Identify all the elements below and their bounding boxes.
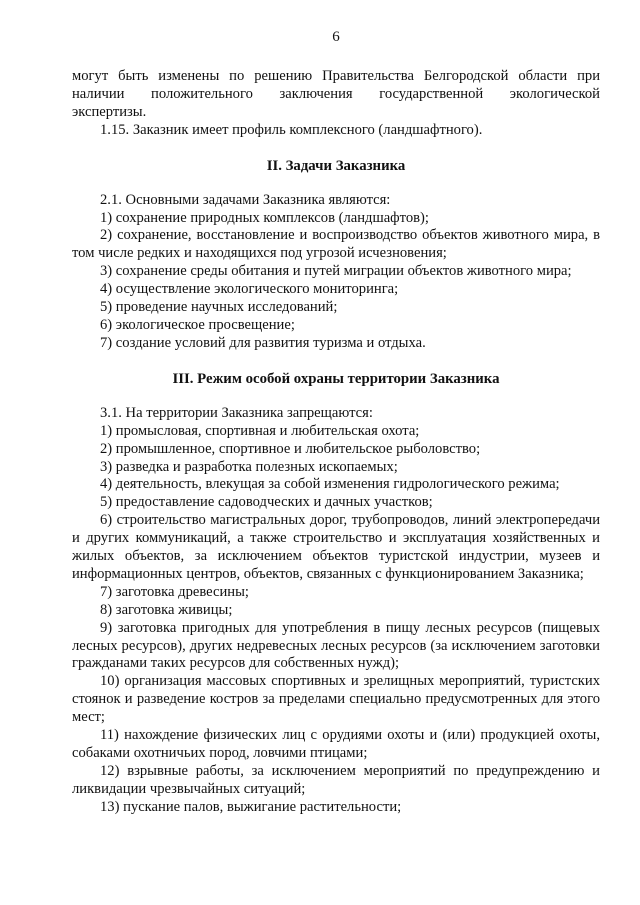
- prohibition-item-4: 4) деятельность, влекущая за собой изменения гидрологического режима;: [100, 476, 560, 493]
- prohibition-item-3: 3) разведка и разработка полезных ископаемых;: [100, 458, 398, 475]
- intro-line-3: экспертизы.: [72, 103, 147, 120]
- section-2-lead: 2.1. Основными задачами Заказника являются:: [100, 191, 391, 208]
- prohibition-item-13: 13) пускание палов, выжигание растительности;: [100, 798, 402, 815]
- prohibition-item-6: 6) строительство магистральных дорог, трубопроводов, линий электропередачи и других коммуникаций, а также строительство и эксплуатация хозяйственных и жилых объектов, за исключением объектов туристской индустрии, музеев и информационных центров, объектов, связанных с функционированием Заказника;: [72, 512, 600, 582]
- page-number: 6: [332, 29, 340, 45]
- task-item-1: 1) сохранение природных комплексов (ландшафтов);: [100, 209, 429, 226]
- task-item-7: 7) создание условий для развития туризма и отдыха.: [100, 334, 426, 351]
- clause-1-15: 1.15. Заказник имеет профиль комплексного (ландшафтного).: [100, 121, 483, 138]
- intro-line-2: наличии положительного заключения государственной экологической: [72, 85, 600, 102]
- prohibition-item-7: 7) заготовка древесины;: [100, 583, 249, 600]
- prohibition-item-8: 8) заготовка живицы;: [100, 601, 233, 618]
- prohibition-item-11: 11) нахождение физических лиц с орудиями охоты и (или) продукцией охоты, собаками охотничьих пород, ловчими птицами;: [72, 727, 600, 761]
- prohibition-item-5: 5) предоставление садоводческих и дачных участков;: [100, 494, 433, 511]
- task-item-3: 3) сохранение среды обитания и путей миграции объектов животного мира;: [100, 263, 572, 280]
- section-2-heading: II. Задачи Заказника: [266, 157, 406, 174]
- prohibition-item-9: 9) заготовка пригодных для употребления в пищу лесных ресурсов (пищевых лесных ресурсов), других недревесных лесных ресурсов (за исключением заготовки гражданами таких ресурсов для собственных нужд);: [72, 619, 600, 672]
- section-3-lead: 3.1. На территории Заказника запрещаются:: [100, 404, 373, 421]
- prohibition-item-10: 10) организация массовых спортивных и зрелищных мероприятий, туристских стоянок и разведение костров за пределами специально предусмотренных для этого мест;: [72, 673, 600, 726]
- prohibition-item-1: 1) промысловая, спортивная и любительская охота;: [100, 422, 420, 439]
- task-item-5: 5) проведение научных исследований;: [100, 299, 338, 316]
- section-3-heading: III. Режим особой охраны территории Заказника: [172, 370, 500, 387]
- task-item-6: 6) экологическое просвещение;: [100, 316, 295, 333]
- prohibition-item-2: 2) промышленное, спортивное и любительское рыболовство;: [100, 440, 481, 457]
- task-item-4: 4) осуществление экологического мониторинга;: [100, 281, 399, 298]
- task-item-2: 2) сохранение, восстановление и воспроизводство объектов животного мира, в том числе редких и находящихся под угрозой исчезновения;: [72, 227, 600, 262]
- intro-line-1: могут быть изменены по решению Правительства Белгородской области при: [72, 68, 600, 84]
- prohibition-item-12: 12) взрывные работы, за исключением мероприятий по предупреждению и ликвидации чрезвычайных ситуаций;: [72, 762, 600, 797]
- document-page: [72, 28, 600, 817]
